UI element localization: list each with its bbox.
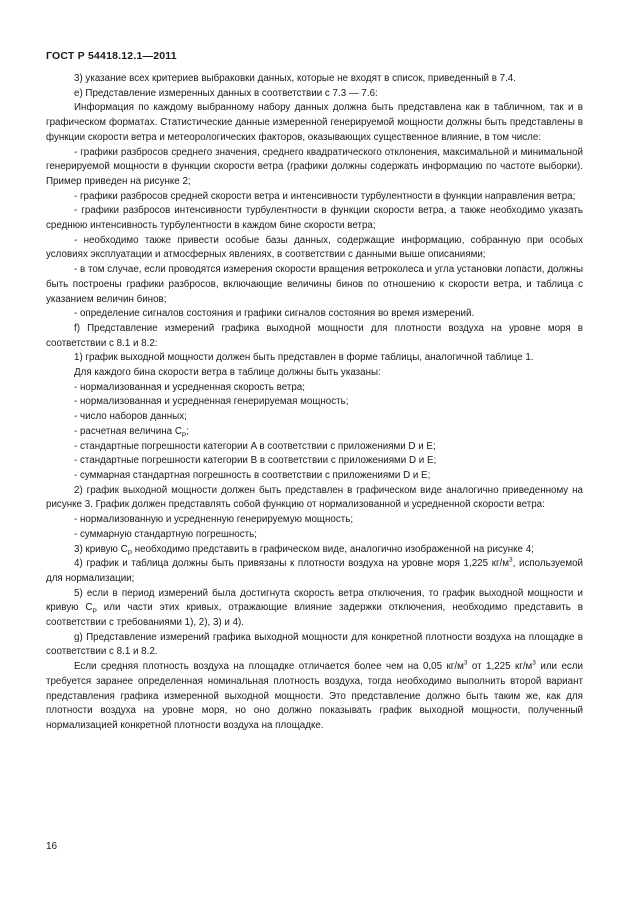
list-item: - стандартные погрешности категории B в соответствии с приложениями D и E;	[74, 455, 437, 467]
paragraph: 4) график и таблица должны быть привязаны к плотности воздуха на уровне моря 1,225 $кг/м^3$, используемой для нормализации;	[46, 556, 583, 584]
list-item: - нормализованная и усредненная скорость ветра;	[74, 381, 305, 393]
standard-header: ГОСТ Р 54418.12.1—2011	[46, 50, 177, 62]
paragraph: Если средняя плотность воздуха на площадке отличается более чем на 0,05 $кг/м^3$ от 1,225 $кг/м^3$ или если требуется заранее определенная номинальная плотность воздуха, тогда необходимо выполнить второй вариант представления графика измеренной выходной мощности. Это представление должно быть таким же, как для плотности воздуха на уровне моря, но оно должно показывать график выходной мощности, полученный нормализацией конкретной плотности воздуха на площадке.	[46, 659, 583, 731]
list-item: - необходимо также привести особые базы данных, содержащие информацию, собранную при особых условиях эксплуатации и атмосферных явлениях, в соответствии с данными выше описаниями;	[46, 234, 583, 261]
list-item: - графики разбросов средней скорости ветра и интенсивности турбулентности в функции направления ветра;	[74, 190, 576, 202]
list-item: - нормализованную и усредненную генерируемую мощность;	[74, 514, 354, 526]
paragraph: 2) график выходной мощности должен быть представлен в графическом виде аналогично приведенному на рисунке 3. График должен представлять собой функцию от нормализованной и усредненной скорости ветра:	[46, 484, 583, 511]
document-body	[46, 72, 583, 734]
paragraph: 5) если в период измерений была достигнута скорость ветра отключения, то график выходной мощности и кривую $C_P$ или части этих кривых, отражающие влияние задержки отключения, необходимо представить в соответствии с требованиями 1), 2), 3) и 4).	[46, 587, 583, 629]
list-item: - расчетная величина $C_P$;	[74, 425, 189, 439]
list-item: - суммарную стандартную погрешность;	[74, 528, 257, 540]
paragraph: Для каждого бина скорости ветра в таблице должны быть указаны:	[74, 367, 381, 379]
list-item: - число наборов данных;	[74, 411, 187, 423]
paragraph: 3) указание всех критериев выбраковки данных, которые не входят в список, приведенный в 7.4.	[74, 73, 516, 84]
list-item: - стандартные погрешности категории A в соответствии с приложениями D и E;	[74, 440, 436, 452]
paragraph: 3) кривую $C_P$ необходимо представить в графическом виде, аналогично изображенной на рисунке 4;	[74, 543, 534, 557]
paragraph: g) Представление измерений графика выходной мощности для конкретной плотности воздуха на площадке в соответствии с 8.1 и 8.2.	[46, 631, 583, 658]
paragraph: Информация по каждому выбранному набору данных должна быть представлена как в табличном, так и в графическом форматах. Статистические данные измеренной генерируемой мощности должны быть представлены в функции скорости ветра и метеорологических факторов, оказывающих существенное влияние, в том числе:	[46, 102, 583, 143]
list-item: - суммарная стандартная погрешность в соответствии с приложениями D и E;	[74, 469, 431, 481]
paragraph: f) Представление измерений графика выходной мощности для плотности воздуха на уровне моря в соответствии с 8.1 и 8.2:	[46, 322, 583, 349]
list-item: - графики разбросов интенсивности турбулентности в функции скорости ветра, а также необходимо указать среднюю интенсивность турбулентности в каждом бине скорости ветра;	[46, 205, 583, 232]
list-item: - в том случае, если проводятся измерения скорости вращения ветроколеса и угла установки лопасти, должны быть построены графики разбросов, включающие величины бинов по отношению к скорости ветра, и таблица с указанием величин бинов;	[46, 264, 583, 305]
list-item: - графики разбросов среднего значения, среднего квадратического отклонения, максимальной и минимальной генерируемой мощности в функции скорости ветра (графики должны содержать информацию по частоте выборки). Пример приведен на рисунке 2;	[46, 146, 583, 187]
list-item: - определение сигналов состояния и графики сигналов состояния во время измерений.	[74, 308, 475, 320]
paragraph: e) Представление измеренных данных в соответствии с 7.3 — 7.6:	[74, 87, 378, 99]
page-number: 16	[46, 841, 58, 852]
list-item: - нормализованная и усредненная генерируемая мощность;	[74, 396, 349, 408]
paragraph: 1) график выходной мощности должен быть представлен в форме таблицы, аналогичной таблице 1.	[74, 352, 534, 364]
